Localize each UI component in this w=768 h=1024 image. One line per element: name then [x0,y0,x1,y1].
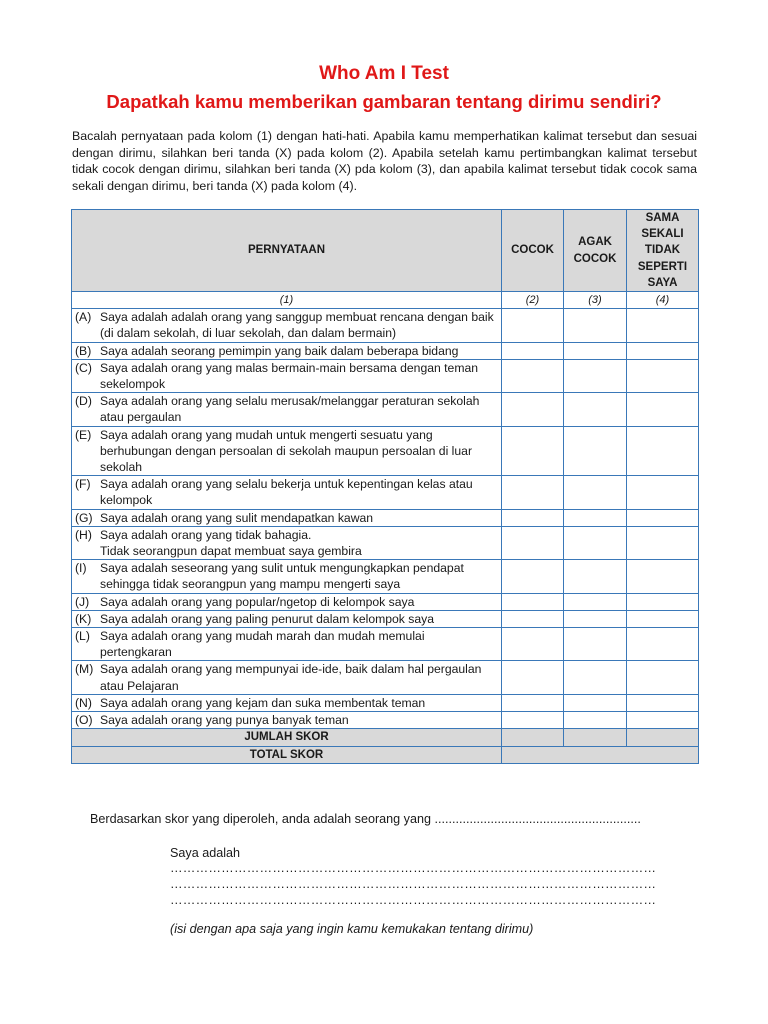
table-row [72,342,699,359]
checkbox-cocok[interactable] [502,694,564,711]
checkbox-agak-cocok[interactable] [564,476,627,509]
table-row [72,628,699,661]
column-number: (2) [502,292,564,309]
instruction-note: (isi dengan apa saja yang ingin kamu kemukakan tentang dirimu) [170,922,534,936]
statement-cell [72,526,502,559]
statement-cell [72,712,502,729]
checkbox-tidak-seperti-saya[interactable] [627,593,699,610]
statement-cell [72,593,502,610]
checkbox-agak-cocok[interactable] [564,610,627,627]
table-row [72,694,699,711]
checkbox-agak-cocok[interactable] [564,526,627,559]
statement-text: Saya adalah orang yang paling penurut dalam kelompok saya [100,611,435,626]
statement-label: (L) [75,629,90,644]
checkbox-tidak-seperti-saya[interactable] [627,476,699,509]
statement-cell [72,509,502,526]
statement-label: (B) [75,343,92,358]
statement-text: Saya adalah orang yang kejam dan suka membentak teman [100,695,426,710]
checkbox-tidak-seperti-saya[interactable] [627,610,699,627]
statement-cell [72,342,502,359]
statement-label: (J) [75,594,90,609]
column-number: (1) [72,292,502,309]
header-agak-cocok: AGAK COCOK [564,210,627,292]
checkbox-cocok[interactable] [502,426,564,476]
column-number-row [72,292,699,309]
table-row [72,560,699,593]
statement-cell [72,694,502,711]
statement-text: Saya adalah adalah orang yang sanggup membuat rencana dengan baik (di dalam sekolah, di luar sekolah, dan dalam bermain) [100,310,494,341]
total-skor-label: TOTAL SKOR [72,746,502,763]
checkbox-agak-cocok[interactable] [564,661,627,694]
table-row [72,661,699,694]
statement-cell [72,661,502,694]
checkbox-tidak-seperti-saya[interactable] [627,526,699,559]
statement-text: Saya adalah orang yang mudah untuk mengerti sesuatu yang berhubungan dengan persoalan di sekolah maupun persoalan di luar sekolah [100,427,472,475]
checkbox-agak-cocok[interactable] [564,694,627,711]
checkbox-tidak-seperti-saya[interactable] [627,560,699,593]
statement-label: (C) [75,360,92,375]
statement-label: (M) [75,662,94,677]
statement-label: (H) [75,527,92,542]
conclusion-line: Berdasarkan skor yang diperoleh, anda adalah seorang yang ........................................................... [90,812,641,826]
statement-text: Saya adalah seorang pemimpin yang baik dalam beberapa bidang [100,343,459,358]
statement-label: (I) [75,561,87,576]
checkbox-cocok[interactable] [502,712,564,729]
checkbox-agak-cocok[interactable] [564,628,627,661]
saya-adalah-label: Saya adalah [170,846,241,860]
statement-text: Saya adalah seseorang yang sulit untuk mengungkapkan pendapat sehingga tidak seorangpun yang mampu mengerti saya [100,561,464,592]
checkbox-agak-cocok[interactable] [564,509,627,526]
jumlah-skor-row [72,729,699,746]
checkbox-cocok[interactable] [502,342,564,359]
checkbox-agak-cocok[interactable] [564,309,627,342]
checkbox-cocok[interactable] [502,560,564,593]
checkbox-tidak-seperti-saya[interactable] [627,509,699,526]
statement-label: (K) [75,611,92,626]
header-pernyataan: PERNYATAAN [72,210,502,292]
jumlah-skor-cocok[interactable] [502,729,564,746]
jumlah-skor-agak-cocok[interactable] [564,729,627,746]
statement-label: (N) [75,695,92,710]
checkbox-tidak-seperti-saya[interactable] [627,628,699,661]
checkbox-agak-cocok[interactable] [564,593,627,610]
checkbox-tidak-seperti-saya[interactable] [627,309,699,342]
answer-line[interactable]: …………………………………………………………………………………………………… [170,893,657,907]
checkbox-cocok[interactable] [502,476,564,509]
statement-text: Saya adalah orang yang sulit mendapatkan kawan [100,510,374,525]
jumlah-skor-tidak[interactable] [627,729,699,746]
statement-cell [72,560,502,593]
questionnaire-table [71,209,699,764]
statement-text: Saya adalah orang yang selalu bekerja untuk kepentingan kelas atau kelompok [100,477,473,508]
header-sama-sekali-tidak: SAMA SEKALI TIDAK SEPERTI SAYA [627,210,699,292]
checkbox-cocok[interactable] [502,526,564,559]
statement-text: Saya adalah orang yang popular/ngetop di kelompok saya [100,594,415,609]
header-cocok: COCOK [502,210,564,292]
checkbox-agak-cocok[interactable] [564,426,627,476]
statement-text: Saya adalah orang yang selalu merusak/melanggar peraturan sekolah atau pergaulan [100,394,480,425]
checkbox-cocok[interactable] [502,610,564,627]
statement-cell [72,309,502,342]
statement-label: (A) [75,310,92,325]
checkbox-cocok[interactable] [502,593,564,610]
checkbox-tidak-seperti-saya[interactable] [627,359,699,392]
statement-label: (O) [75,713,93,728]
checkbox-tidak-seperti-saya[interactable] [627,712,699,729]
statement-cell [72,393,502,426]
checkbox-tidak-seperti-saya[interactable] [627,694,699,711]
total-skor-row [72,746,699,763]
statement-cell [72,610,502,627]
page-subtitle: Dapatkah kamu memberikan gambaran tentang dirimu sendiri? [106,91,662,112]
table-row [72,509,699,526]
table-header-row [72,210,699,292]
checkbox-cocok[interactable] [502,393,564,426]
checkbox-agak-cocok[interactable] [564,342,627,359]
statement-cell [72,476,502,509]
checkbox-tidak-seperti-saya[interactable] [627,393,699,426]
table-row [72,593,699,610]
checkbox-cocok[interactable] [502,309,564,342]
checkbox-cocok[interactable] [502,509,564,526]
statement-text: Saya adalah orang yang mudah marah dan mudah memulai pertengkaran [100,629,425,660]
statement-label: (E) [75,427,92,442]
statement-cell [72,426,502,476]
total-skor-value[interactable] [502,746,699,763]
statement-label: (G) [75,510,93,525]
instructions-paragraph: Bacalah pernyataan pada kolom (1) dengan hati-hati. Apabila kamu memperhatikan kalimat tersebut dan sesuai dengan dirimu, silahkan beri tanda (X) pada kolom (2). Apabila setelah kamu pertimbangkan kalimat tersebut tidak cocok dengan dirimu, silahkan beri tanda (X) pda kolom (3), dan apabila kalimat tersebut tidak cocok sama sekali dengan dirimu, beri tanda (X) pada kolom (4). [72,129,697,193]
checkbox-cocok[interactable] [502,628,564,661]
table-row [72,393,699,426]
checkbox-tidak-seperti-saya[interactable] [627,661,699,694]
checkbox-cocok[interactable] [502,661,564,694]
checkbox-agak-cocok[interactable] [564,393,627,426]
answer-line[interactable]: …………………………………………………………………………………………………… [170,877,657,891]
checkbox-agak-cocok[interactable] [564,359,627,392]
statement-label: (D) [75,394,92,409]
answer-line[interactable]: …………………………………………………………………………………………………… [170,861,657,875]
statement-label: (F) [75,477,91,492]
page-title: Who Am I Test [319,63,449,84]
jumlah-skor-label: JUMLAH SKOR [72,729,502,746]
table-row [72,712,699,729]
checkbox-tidak-seperti-saya[interactable] [627,426,699,476]
table-row [72,610,699,627]
column-number: (4) [627,292,699,309]
statement-text: Saya adalah orang yang punya banyak teman [100,713,349,728]
checkbox-tidak-seperti-saya[interactable] [627,342,699,359]
table-row [72,359,699,392]
statement-text: Saya adalah orang yang malas bermain-main bersama dengan teman sekelompok [100,360,479,392]
statement-text: Saya adalah orang yang tidak bahagia. Tidak seorangpun dapat membuat saya gembira [100,527,362,559]
checkbox-agak-cocok[interactable] [564,560,627,593]
statement-cell [72,628,502,661]
statement-cell [72,359,502,392]
table-row [72,309,699,342]
table-row [72,476,699,509]
table-row [72,526,699,559]
statement-text: Saya adalah orang yang mempunyai ide-ide, baik dalam hal pergaulan atau Pelajaran [100,662,482,693]
checkbox-cocok[interactable] [502,359,564,392]
column-number: (3) [564,292,627,309]
checkbox-agak-cocok[interactable] [564,712,627,729]
table-row [72,426,699,476]
